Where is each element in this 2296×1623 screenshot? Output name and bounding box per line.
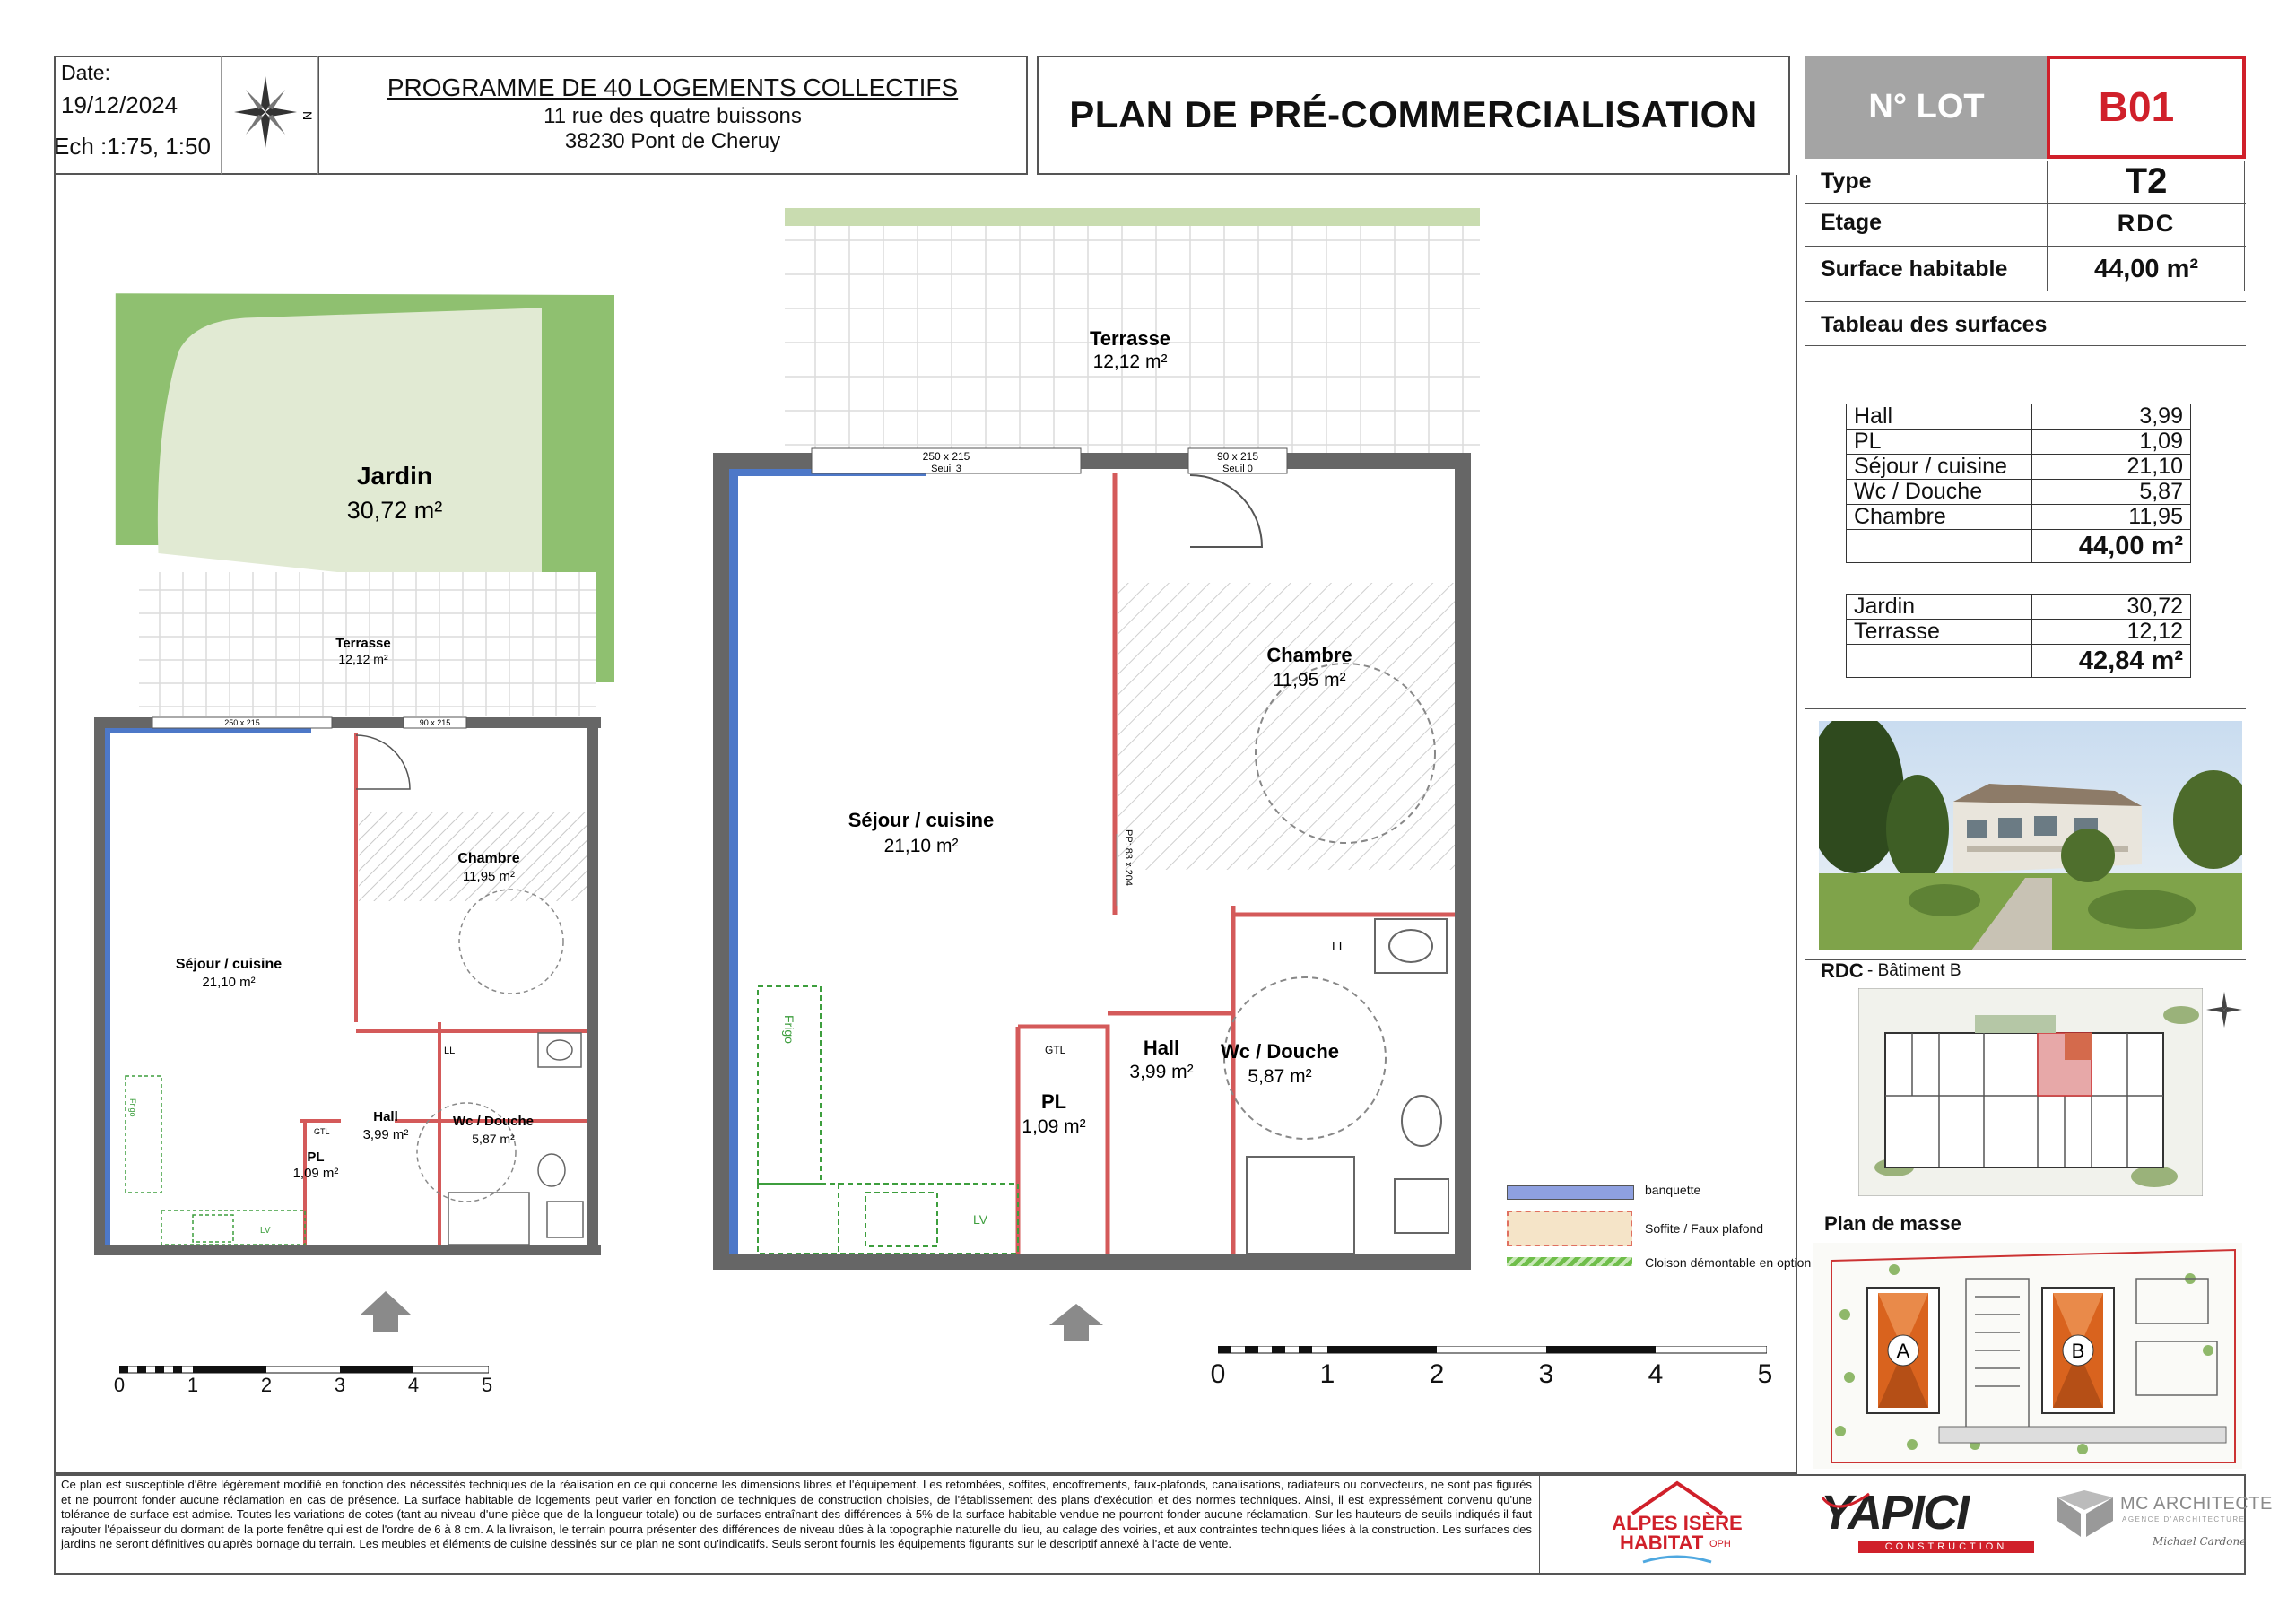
building-b-label: B: [2071, 1340, 2085, 1362]
building-rendering-image: [1819, 721, 2242, 950]
table-row: Hall 3,99: [1847, 404, 2191, 430]
table-row: Wc / Douche 5,87: [1847, 480, 2191, 505]
logo2-sub: CONSTRUCTION: [1884, 1541, 2008, 1552]
large-tick-3: 3: [1538, 1359, 1554, 1389]
logo1-line1: ALPES ISÈRE: [1612, 1512, 1743, 1534]
lot-value: B01: [2098, 83, 2175, 130]
small-wc-area: 5,87 m²: [472, 1132, 515, 1146]
small-terrasse-name: Terrasse: [335, 636, 391, 651]
small-sejour-name: Séjour / cuisine: [175, 957, 283, 972]
large-gtl: GTL: [1045, 1044, 1066, 1056]
rdc-label: RDC: [1821, 959, 1864, 982]
small-jardin-area: 30,72 m²: [346, 497, 443, 524]
large-pl-name: PL: [1040, 1090, 1067, 1113]
rdc-compass-icon: [2205, 990, 2244, 1029]
building-a-label: A: [1896, 1340, 1910, 1362]
surfaces-exterior-table: [1846, 594, 2191, 678]
large-tick-4: 4: [1648, 1359, 1664, 1389]
large-window1-sub: Seuil 3: [931, 464, 961, 474]
small-lv: LV: [260, 1226, 271, 1236]
table-row: PL 1,09: [1847, 430, 2191, 455]
masse-label: Plan de masse: [1824, 1212, 1961, 1235]
table-row: Terrasse 12,12: [1847, 620, 2191, 645]
legend-item1: banquette: [1645, 1183, 1701, 1197]
lot-label: N° LOT: [1868, 88, 1985, 126]
table-row: Jardin 30,72: [1847, 595, 2191, 620]
logo3-sign: Michael Cardone: [2152, 1535, 2247, 1548]
small-terrasse-area: 12,12 m²: [338, 652, 388, 666]
footer-divider-1: [1539, 1474, 1540, 1575]
large-tick-2: 2: [1429, 1359, 1445, 1389]
drawing-frame: [54, 175, 1797, 1474]
rdc-mini-plan: [1858, 988, 2203, 1196]
surface-label: Surface habitable: [1821, 256, 2008, 282]
large-window2-sub: Seuil 0: [1222, 464, 1253, 474]
type-value: T2: [2125, 161, 2168, 201]
small-ll: LL: [444, 1046, 456, 1056]
small-tick-5: 5: [481, 1374, 493, 1396]
legend-item2: Soffite / Faux plafond: [1645, 1221, 1764, 1236]
large-door-label: PP: 83 x 204: [1123, 829, 1134, 886]
type-label: Type: [1821, 169, 1872, 194]
small-pl-area: 1,09 m²: [292, 1166, 339, 1181]
large-window1: 250 x 215: [922, 450, 970, 463]
etage-label: Etage: [1821, 210, 1883, 235]
surface-value: 44,00 m²: [2093, 255, 2199, 283]
small-window1: 250 x 215: [224, 718, 260, 727]
small-window2: 90 x 215: [419, 718, 451, 727]
table-row: Séjour / cuisine 21,10: [1847, 455, 2191, 480]
small-tick-4: 4: [407, 1374, 420, 1396]
date-value: 19/12/2024: [61, 91, 178, 118]
yapici-swoosh: [1819, 1490, 1873, 1526]
large-terrasse-name: Terrasse: [1089, 327, 1171, 350]
rdc-sub: - Bâtiment B: [1867, 961, 1961, 980]
large-window2: 90 x 215: [1216, 450, 1259, 463]
small-sejour-area: 21,10 m²: [202, 975, 256, 990]
small-chambre-name: Chambre: [457, 851, 520, 866]
large-chambre-name: Chambre: [1266, 644, 1352, 666]
mc-architecte-logo-icon: [2054, 1488, 2117, 1548]
logo1-sub: OPH: [1709, 1539, 1731, 1549]
surfaces-interior-table: [1846, 404, 2191, 563]
large-tick-1: 1: [1319, 1359, 1335, 1389]
small-hall-name: Hall: [373, 1109, 398, 1124]
footer-disclaimer: Ce plan est susceptible d'être légèrement modifié en fonction des nécessités techniques de la réalisation en ce qui concerne les dimensions libres et l'équipement. Les retombées, soffites, encoffrements, faux-plafonds, canalisations, radiateurs ou convecteurs, ne sont pas figurés et ne pourront fonder aucune réclamation en cas de présence. La surface habitable de logements peut varier en fonction de techniques de construction choisies, de l'établissement des plans d'exécution et des normes techniques. Ainsi, il est expressément convenu qu'une tolérance de surface est admise. Toutes les variations de cotes (tant au niveau d'une pièce que de la longueur totale) ou de surfaces entraînant des différences à 5% de la surface habitable vendue ne pourront fonder aucune réclamation. Sur les hauteurs de seuils indiqués il faut rajouter l'épaisseur du dormant de la porte fenêtre qui est de l'ordre de 6 à 8 cm. A la livraison, le terrain pourra présenter des différences de niveau dûes à la topographie naturelle du lieu, au calage des voiries, et aux contraintes techniques liées à la construction. Les surfaces des jardins ne seront définitives qu'après bornage du terrain. Les meubles et éléments de cuisine dessinés sur ce plan ne sont qu'indicatifs. Seuls seront fournis les équipements figurants sur le descriptif annexé à l'acte de vente.: [61, 1478, 1532, 1550]
program-title: PROGRAMME DE 40 LOGEMENTS COLLECTIFS: [387, 74, 959, 101]
logo1-line2: HABITAT: [1620, 1532, 1704, 1554]
north-label: N: [300, 111, 315, 121]
large-hall-area: 3,99 m²: [1129, 1062, 1194, 1082]
small-wc-name: Wc / Douche: [452, 1114, 535, 1129]
etage-value: RDC: [2117, 210, 2176, 237]
surfaces-divider: [1805, 345, 2246, 346]
small-tick-3: 3: [334, 1374, 346, 1396]
small-gtl: GTL: [314, 1127, 330, 1136]
large-tick-5: 5: [1757, 1359, 1773, 1389]
address-line2: 38230 Pont de Cheruy: [564, 129, 781, 153]
large-pl-area: 1,09 m²: [1022, 1116, 1086, 1137]
table-row: Chambre 11,95: [1847, 505, 2191, 530]
alpes-isere-swoosh: [1641, 1555, 1713, 1569]
small-tick-2: 2: [260, 1374, 273, 1396]
small-jardin-name: Jardin: [356, 462, 433, 490]
large-lv: LV: [973, 1212, 988, 1227]
surfaces-title: Tableau des surfaces: [1821, 312, 2048, 337]
large-sejour-name: Séjour / cuisine: [848, 809, 995, 831]
logo3-sub: AGENCE D'ARCHITECTURE: [2122, 1515, 2246, 1523]
address-line1: 11 rue des quatre buissons: [544, 104, 802, 128]
small-tick-0: 0: [113, 1374, 126, 1396]
table-total-row: 42,84 m²: [1847, 645, 2191, 678]
small-tick-1: 1: [187, 1374, 199, 1396]
alpes-isere-logo: [1614, 1480, 1740, 1515]
large-frigo: Frigo: [782, 1015, 796, 1044]
logo3-main: MC ARCHITECTE: [2120, 1494, 2273, 1514]
compass-icon: [230, 72, 316, 152]
small-hall-area: 3,99 m²: [362, 1127, 409, 1142]
logo2-main: YAPICI: [1821, 1486, 1969, 1540]
large-ll: LL: [1332, 939, 1346, 953]
large-chambre-area: 11,95 m²: [1273, 670, 1346, 690]
large-hall-name: Hall: [1143, 1037, 1180, 1059]
plan-title: PLAN DE PRÉ-COMMERCIALISATION: [1069, 93, 1758, 135]
site-plan-image: [1813, 1243, 2242, 1469]
small-pl-name: PL: [307, 1150, 325, 1165]
date-label: Date:: [61, 61, 110, 84]
small-chambre-area: 11,95 m²: [462, 869, 516, 884]
large-sejour-area: 21,10 m²: [883, 836, 959, 856]
large-wc-name: Wc / Douche: [1220, 1040, 1340, 1063]
large-terrasse-area: 12,12 m²: [1092, 352, 1168, 372]
large-wc-area: 5,87 m²: [1248, 1066, 1312, 1087]
scale-label: Ech :1:75, 1:50: [54, 133, 211, 160]
legend-item3: Cloison démontable en option: [1645, 1255, 1812, 1270]
small-frigo: Frigo: [128, 1098, 137, 1117]
table-total-row: 44,00 m²: [1847, 530, 2191, 563]
large-tick-0: 0: [1210, 1359, 1226, 1389]
